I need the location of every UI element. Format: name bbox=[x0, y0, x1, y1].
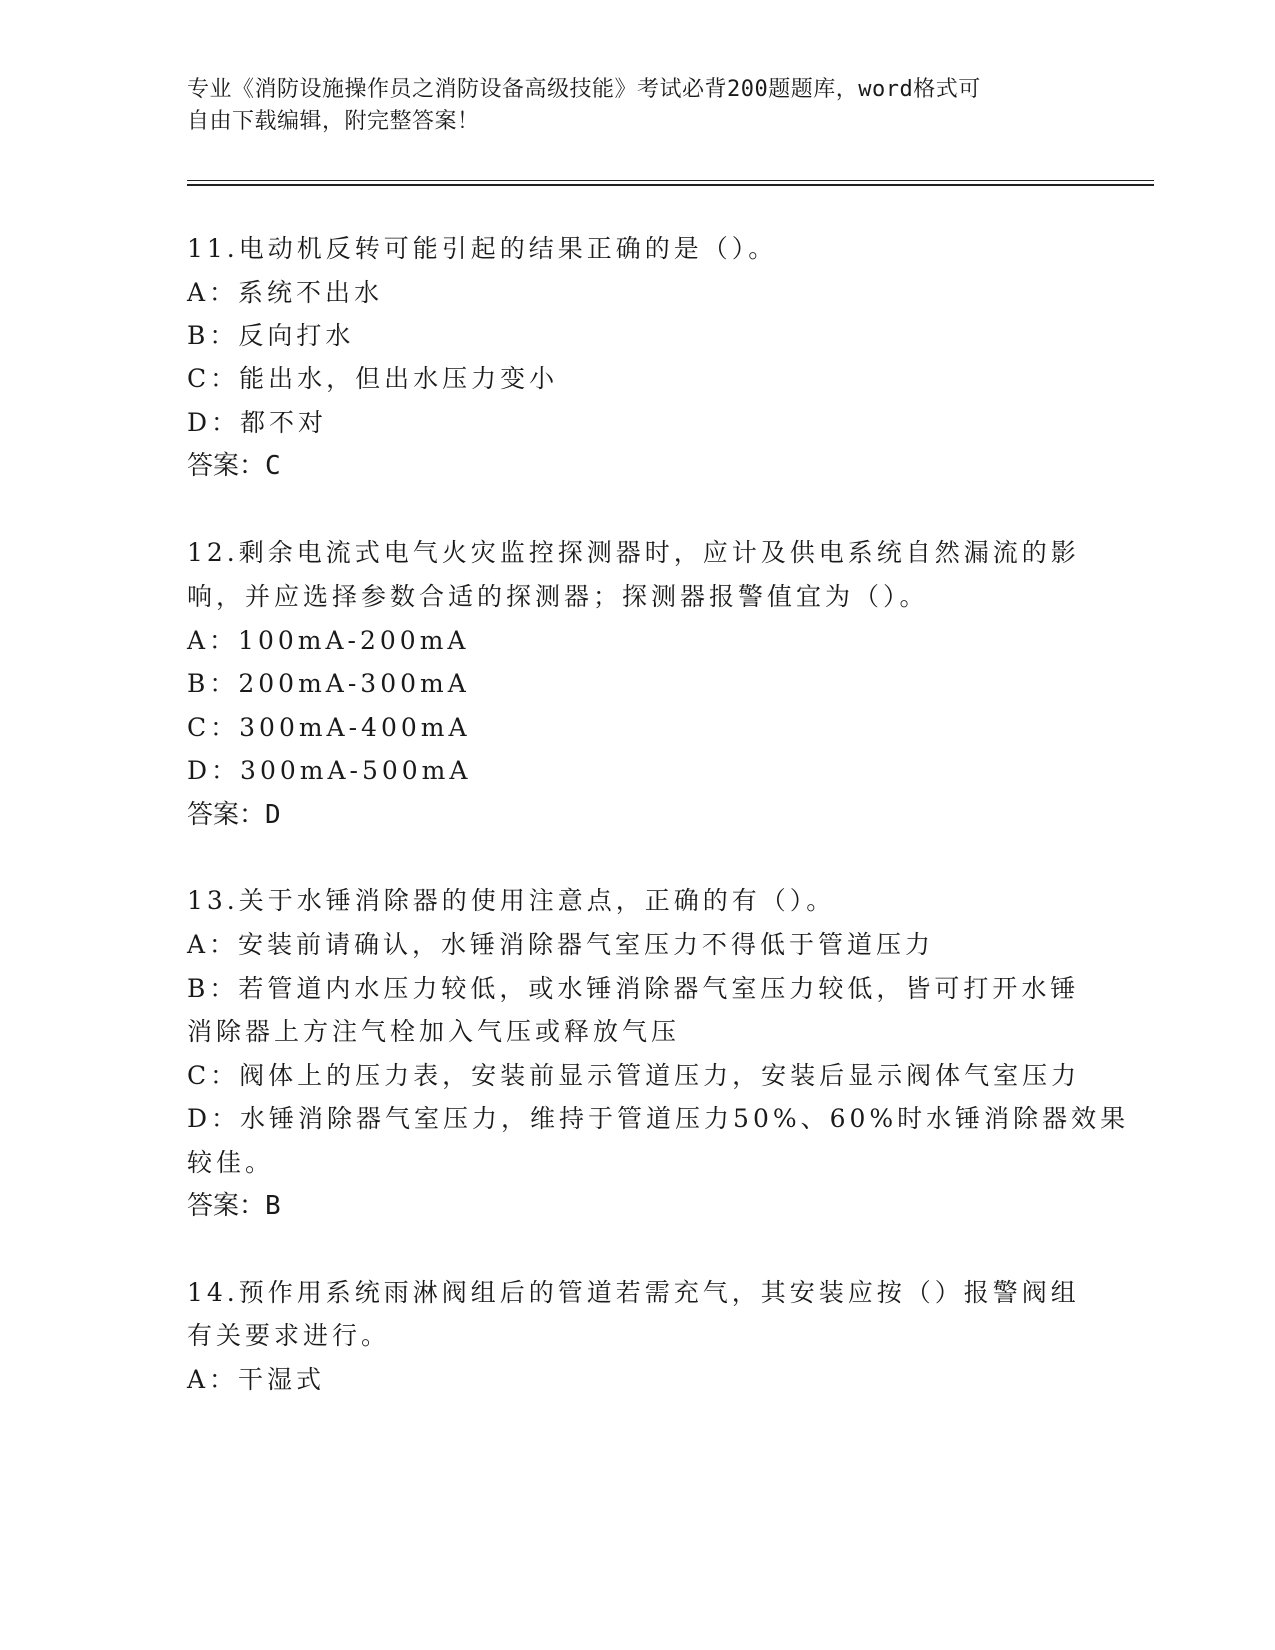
header-line-2: 自由下载编辑，附完整答案！ bbox=[187, 109, 480, 134]
option-d: D：300mA-500mA bbox=[187, 756, 472, 785]
option-d: D：都不对 bbox=[187, 408, 328, 437]
question-stem-continued: 有关要求进行。 bbox=[187, 1321, 391, 1350]
header-divider-thin bbox=[187, 180, 1154, 181]
question-stem: 12.剩余电流式电气火灾监控探测器时，应计及供电系统自然漏流的影 bbox=[187, 538, 1080, 567]
answer-line bbox=[187, 800, 281, 830]
option-b: B：200mA-300mA bbox=[187, 669, 470, 698]
option-d: D：水锤消除器气室压力，维持于管道压力50%、60%时水锤消除器效果 bbox=[187, 1104, 1130, 1133]
answer-line bbox=[187, 1191, 281, 1221]
header-line-1: 专业《消防设施操作员之消防设备高级技能》考试必背200题题库，word格式可 bbox=[187, 77, 981, 102]
question-stem: 11.电动机反转可能引起的结果正确的是（）。 bbox=[187, 234, 778, 263]
header-divider-thick bbox=[187, 184, 1154, 186]
option-c: C：300mA-400mA bbox=[187, 713, 471, 742]
answer-label: 答案： bbox=[187, 800, 266, 830]
answer-label: 答案： bbox=[187, 1191, 266, 1221]
option-a: A：系统不出水 bbox=[187, 278, 384, 307]
option-c: C：能出水，但出水压力变小 bbox=[187, 364, 559, 393]
option-c: C：阀体上的压力表，安装前显示管道压力，安装后显示阀体气室压力 bbox=[187, 1061, 1081, 1090]
answer-value: D bbox=[265, 800, 281, 830]
option-a: A：安装前请确认，水锤消除器气室压力不得低于管道压力 bbox=[187, 930, 935, 959]
answer-value: C bbox=[265, 451, 281, 481]
option-a: A：100mA-200mA bbox=[187, 626, 470, 655]
answer-line bbox=[187, 451, 281, 481]
question-stem-continued: 响，并应选择参数合适的探测器；探测器报警值宜为（）。 bbox=[187, 582, 929, 611]
answer-value: B bbox=[265, 1191, 281, 1221]
document-header bbox=[187, 74, 1067, 138]
option-b-continued: 消除器上方注气栓加入气压或释放气压 bbox=[187, 1017, 681, 1046]
answer-label: 答案： bbox=[187, 451, 266, 481]
option-d-continued: 较佳。 bbox=[187, 1148, 275, 1177]
question-stem: 13.关于水锤消除器的使用注意点，正确的有（）。 bbox=[187, 886, 836, 915]
question-stem: 14.预作用系统雨淋阀组后的管道若需充气，其安装应按（）报警阀组 bbox=[187, 1278, 1080, 1307]
option-b: B：若管道内水压力较低，或水锤消除器气室压力较低，皆可打开水锤 bbox=[187, 974, 1080, 1003]
option-a: A：干湿式 bbox=[187, 1365, 326, 1394]
option-b: B：反向打水 bbox=[187, 321, 355, 350]
